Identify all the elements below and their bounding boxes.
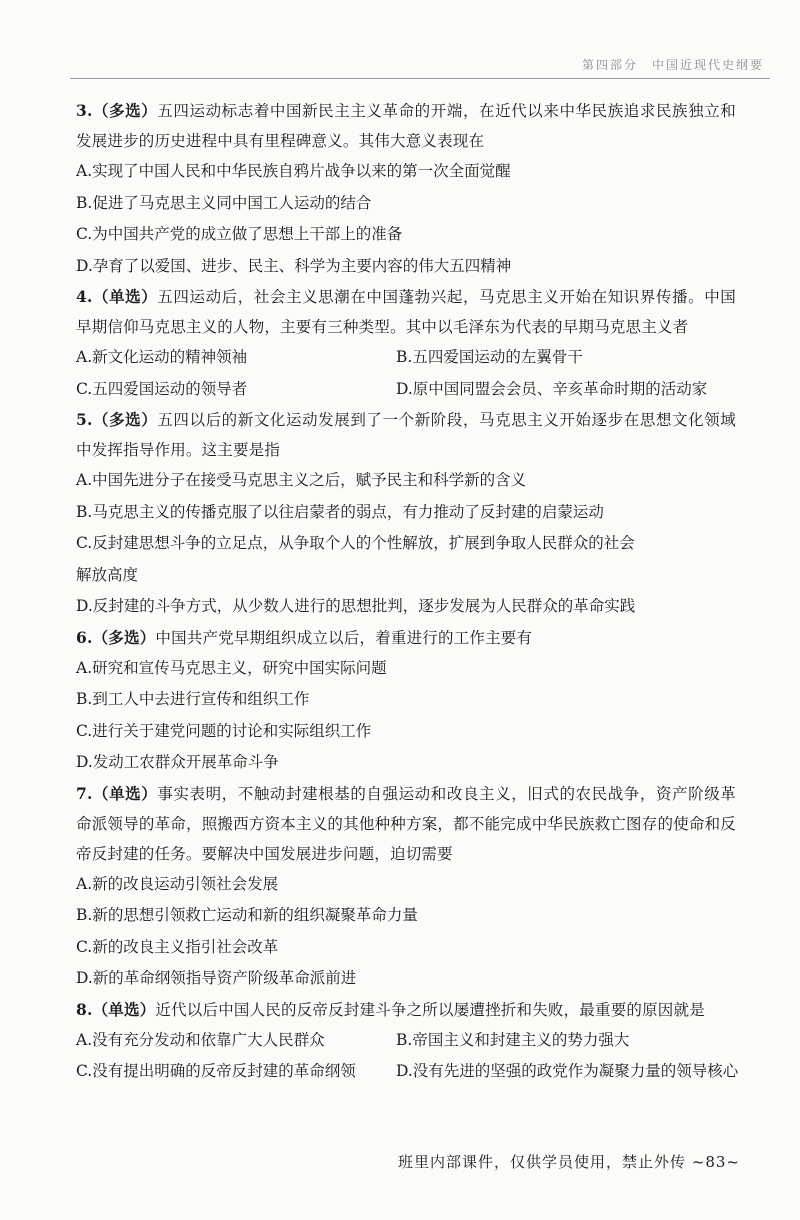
option-d: D.没有先进的坚强的政党作为凝聚力量的领导核心 xyxy=(396,1062,739,1080)
question-text: 中国共产党早期组织成立以后，着重进行的工作主要有 xyxy=(155,628,533,647)
option-a: A.没有充分发动和依靠广大人民群众 xyxy=(76,1030,325,1049)
question-type: （单选） xyxy=(92,287,158,306)
question-type: （单选） xyxy=(92,999,156,1019)
option-c: C.五四爱国运动的领导者 xyxy=(76,379,248,398)
option-b: B.五四爱国运动的左翼骨干 xyxy=(396,348,583,366)
option-d: D.新的革命纲领指导资产阶级革命派前进 xyxy=(76,969,357,987)
question-text: 五四运动后，社会主义思潮在中国蓬勃兴起，马克思主义开始在知识界传播。中国早期信仰马克思主义的人物，主要有三种类型。其中以毛泽东为代表的早期马克思主义者 xyxy=(76,288,736,336)
option-c: C.反封建思想斗争的立足点，从争取个人的个性解放，扩展到争取人民群众的社会解放高度 xyxy=(76,534,635,584)
question-type: （多选） xyxy=(92,410,158,429)
question-type: （多选） xyxy=(92,627,156,647)
option-c: C.进行关于建党问题的讨论和实际组织工作 xyxy=(76,721,372,740)
question-stem xyxy=(76,623,736,653)
question-8 xyxy=(76,995,739,1088)
header-rule xyxy=(70,78,770,79)
running-header: 第四部分 中国近现代史纲要 xyxy=(581,58,764,72)
option-a: A.研究和宣传马克思主义，研究中国实际问题 xyxy=(76,658,387,677)
option-c: C.没有提出明确的反帝反封建的革命纲领 xyxy=(76,1062,356,1080)
option-a: A.新文化运动的精神领袖 xyxy=(76,348,248,366)
option-d: D.反封建的斗争方式，从少数人进行的思想批判，逐步发展为人民群众的革命实践 xyxy=(76,597,636,615)
question-5 xyxy=(76,405,736,623)
option-b: B.新的思想引领救亡运动和新的组织凝聚革命力量 xyxy=(76,906,418,924)
question-stem xyxy=(76,405,736,465)
question-text: 五四以后的新文化运动发展到了一个新阶段，马克思主义开始逐步在思想文化领域中发挥指导作用。这主要是指 xyxy=(76,411,736,459)
option-a: A.实现了中国人民和中华民族自鸦片战争以来的第一次全面觉醒 xyxy=(76,162,511,180)
option-c: C.为中国共产党的成立做了思想上干部上的准备 xyxy=(76,225,403,243)
option-d: D.孕育了以爱国、进步、民主、科学为主要内容的伟大五四精神 xyxy=(76,256,512,275)
question-stem xyxy=(76,96,736,156)
option-d: D.发动工农群众开展革命斗争 xyxy=(76,753,279,771)
option-a: A.新的改良运动引领社会发展 xyxy=(76,874,279,893)
question-text: 五四运动标志着中国新民主主义革命的开端，在近代以来中华民族追求民族独立和发展进步的历史进程中具有里程碑意义。其伟大意义表现在 xyxy=(76,102,736,150)
question-list xyxy=(76,96,739,1088)
question-text: 近代以后中国人民的反帝反封建斗争之所以屡遭挫折和失败，最重要的原因就是 xyxy=(155,1000,705,1019)
question-4 xyxy=(76,282,736,405)
option-b: B.到工人中去进行宣传和组织工作 xyxy=(76,690,310,708)
option-b: B.帝国主义和封建主义的势力强大 xyxy=(396,1030,630,1049)
page-footer: 班里内部课件，仅供学员使用，禁止外传 ~83~ xyxy=(398,1153,740,1171)
option-a: A.中国先进分子在接受马克思主义之后，赋予民主和科学新的含义 xyxy=(76,471,527,489)
option-b: B.马克思主义的传播克服了以往启蒙者的弱点，有力推动了反封建的启蒙运动 xyxy=(76,502,604,521)
question-type: （单选） xyxy=(92,783,158,803)
question-number: 7. xyxy=(76,783,93,803)
question-number: 8. xyxy=(76,999,93,1019)
question-stem xyxy=(76,995,736,1025)
question-6 xyxy=(76,623,736,779)
question-text: 事实表明，不触动封建根基的自强运动和改良主义，旧式的农民战争，资产阶级革命派领导的革命，照搬西方资本主义的其他种种方案，都不能完成中华民族救亡图存的使命和反帝反封建的任务。要解决中国发展进步问题，迫切需要 xyxy=(76,784,736,863)
question-number: 6. xyxy=(76,627,93,647)
question-number: 4. xyxy=(76,287,93,306)
question-stem xyxy=(76,282,736,342)
question-type: （多选） xyxy=(92,101,158,120)
question-stem xyxy=(76,779,736,869)
option-d: D.原中国同盟会会员、辛亥革命时期的活动家 xyxy=(396,379,708,398)
question-number: 3. xyxy=(76,101,93,120)
option-b: B.促进了马克思主义同中国工人运动的结合 xyxy=(76,193,372,212)
question-number: 5. xyxy=(76,410,93,429)
option-c: C.新的改良主义指引社会改革 xyxy=(76,937,279,956)
question-7 xyxy=(76,779,736,995)
question-3 xyxy=(76,96,736,282)
